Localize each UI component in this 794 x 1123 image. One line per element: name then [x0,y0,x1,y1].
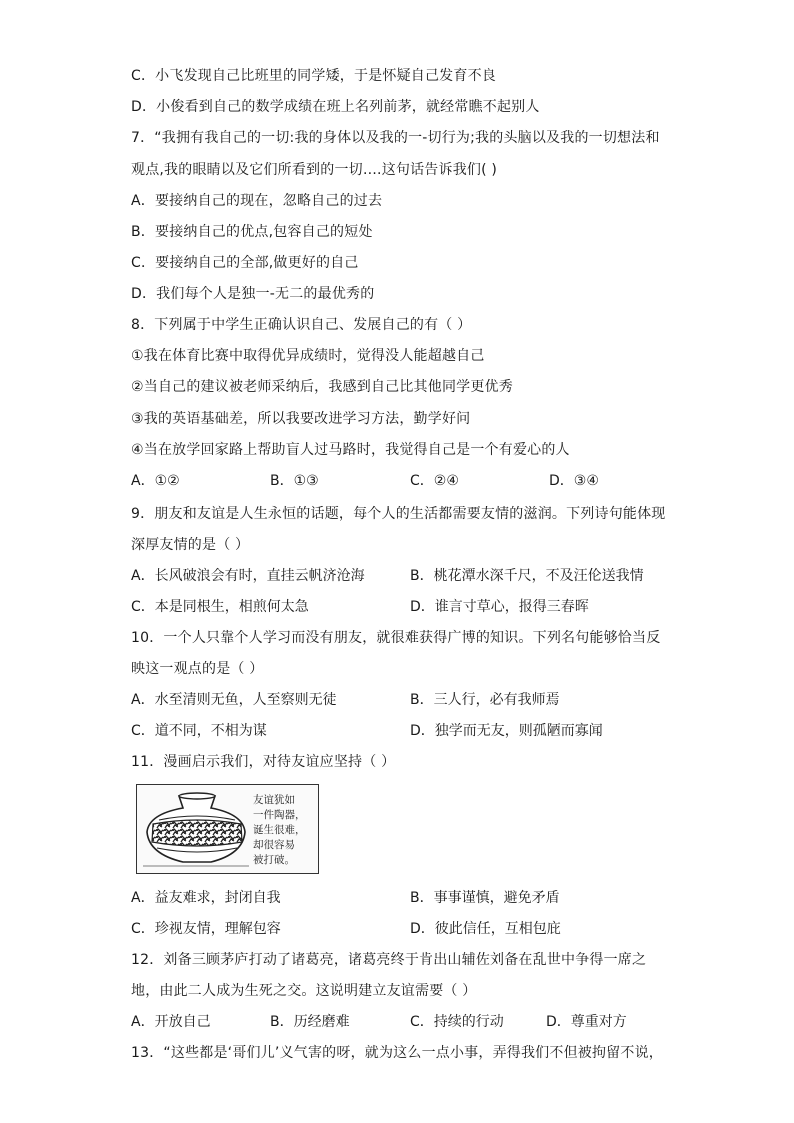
q8-statement-1: ①我在体育比赛中取得优异成绩时，觉得没人能超越自己 [131,348,485,364]
q9-stem-line2: 深厚友情的是（ ） [131,537,250,553]
q7-option-d: D．我们每个人是独一-无二的最优秀的 [131,286,375,302]
q11-stem: 11．漫画启示我们，对待友谊应坚持（ ） [131,754,396,770]
q11-option-c: C．珍视友情，理解包容 [131,921,281,937]
q8-option-a: A．①② [131,473,180,489]
q11-option-a: A．益友难求，封闭自我 [131,890,281,906]
q12-option-c: C．持续的行动 [410,1014,504,1030]
q10-option-c: C．道不同，不相为谋 [131,723,267,739]
q12-option-a: A．开放自己 [131,1014,211,1030]
q10-option-d: D．独学而无友，则孤陋而寡闻 [410,723,603,739]
friendship-pottery-cartoon [136,784,319,874]
q12-stem-line2: 地，由此二人成为生死之交。这说明建立友谊需要（ ） [131,983,477,999]
q8-statement-3: ③我的英语基础差，所以我要改进学习方法，勤学好问 [131,411,471,427]
q8-option-c: C．②④ [410,473,459,489]
q10-stem-line2: 映这一观点的是（ ） [131,661,264,677]
cartoon-caption: 友谊犹如 一件陶器， 诞生很难， 却很容易 被打破。 [253,794,306,866]
q8-statement-4: ④当在放学回家路上帮助盲人过马路时，我觉得自己是一个有爱心的人 [131,442,570,458]
q9-option-b: B．桃花潭水深千尺，不及汪伦送我情 [410,568,644,584]
q7-option-c: C．要接纳自己的全部,做更好的自己 [131,255,359,271]
q10-option-b: B．三人行，必有我师焉 [410,692,560,708]
q11-option-b: B．事事谨慎，避免矛盾 [410,890,560,906]
q7-option-a: A．要接纳自己的现在，忽略自己的过去 [131,193,383,209]
q8-statement-2: ②当自己的建议被老师采纳后，我感到自己比其他同学更优秀 [131,379,513,395]
q12-option-b: B．历经磨难 [270,1014,350,1030]
q6-option-c: C．小飞发现自己比班里的同学矮，于是怀疑自己发育不良 [131,68,496,84]
q11-option-d: D．彼此信任，互相包庇 [410,921,561,937]
q6-option-d: D．小俊看到自己的数学成绩在班上名列前茅，就经常瞧不起别人 [131,99,540,115]
q12-stem-line1: 12．刘备三顾茅庐打动了诸葛亮，诸葛亮终于肯出山辅佐刘备在乱世中争得一席之 [131,952,647,968]
q10-option-a: A．水至清则无鱼，人至察则无徒 [131,692,337,708]
q10-stem-line1: 10．一个人只靠个人学习而没有朋友，就很难获得广博的知识。下列名句能够恰当反 [131,630,661,646]
q9-option-d: D．谁言寸草心，报得三春晖 [410,599,589,615]
q7-option-b: B．要接纳自己的优点,包容自己的短处 [131,224,373,240]
q7-stem-line2: 观点,我的眼睛以及它们所看到的一切….这句话告诉我们( ) [131,162,498,178]
pottery-vase-illustration [139,786,253,872]
q8-option-b: B．①③ [270,473,319,489]
q13-stem-line1: 13．“这些都是‘哥们儿’义气害的呀，就为这么一点小事，弄得我们不但被拘留不说， [131,1045,663,1061]
q9-option-c: C．本是同根生，相煎何太急 [131,599,309,615]
q8-stem: 8．下列属于中学生正确认识自己、发展自己的有（ ） [131,317,472,333]
q8-option-d: D．③④ [549,473,599,489]
q9-stem-line1: 9．朋友和友谊是人生永恒的话题，每个人的生活都需要友情的滋润。下列诗句能体现 [131,506,666,522]
q9-option-a: A．长风破浪会有时，直挂云帆济沧海 [131,568,365,584]
q12-option-d: D．尊重对方 [546,1014,627,1030]
q7-stem-line1: 7．“我拥有我自己的一切:我的身体以及我的一-切行为;我的头脑以及我的一切想法和 [131,130,660,146]
